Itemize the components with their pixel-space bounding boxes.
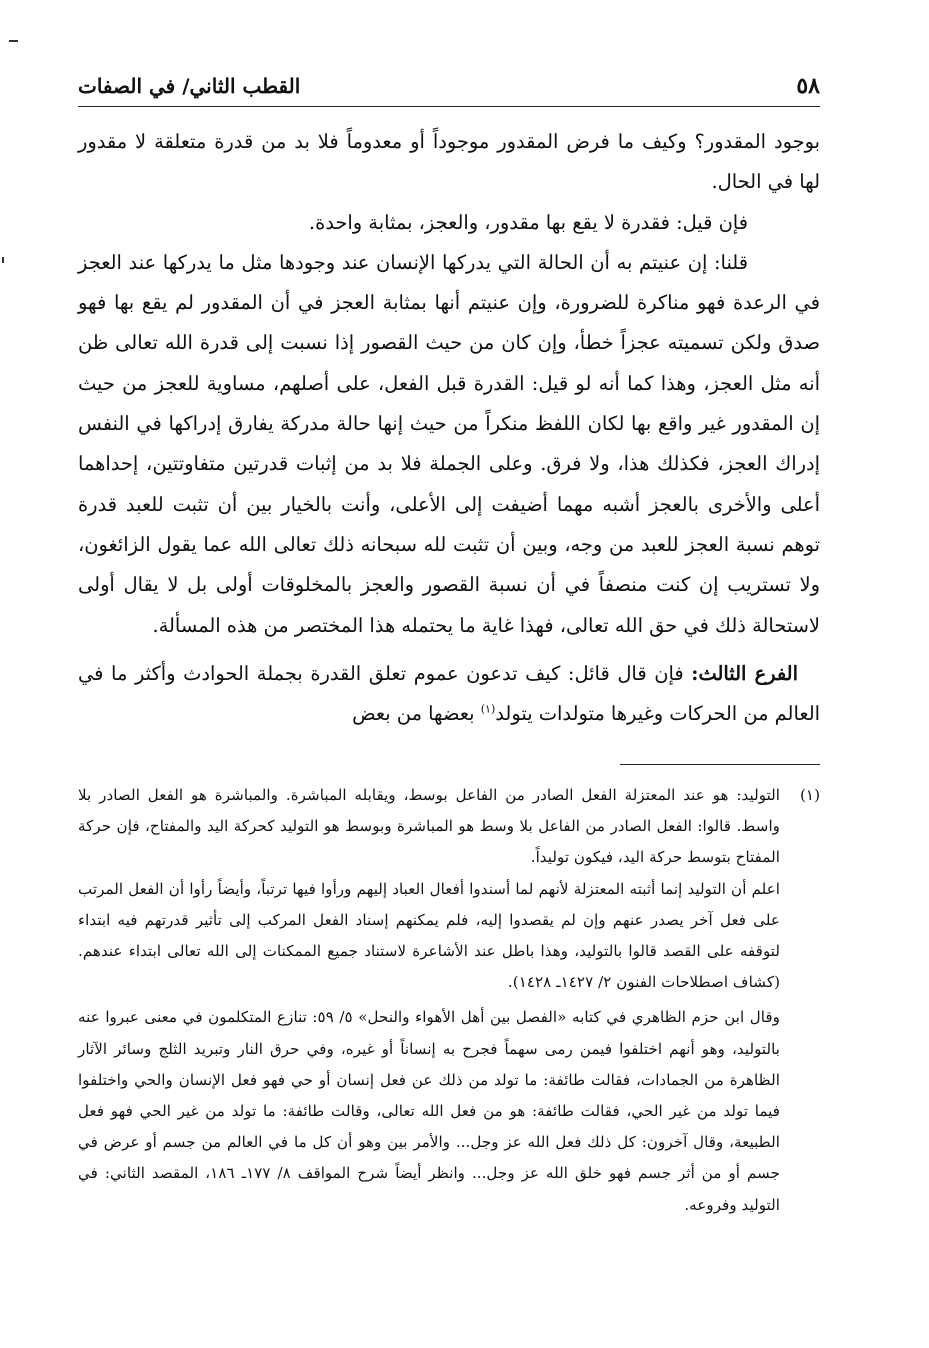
footnote [78,780,820,1221]
footnote-marker: (١) [799,786,820,804]
paragraph: قلنا: إن عنيتم به أن الحالة التي يدركها الإنسان عند وجودها مثل ما يدركها عند العجز في الرعدة فهو مناكرة للضرورة، وإن عنيتم أنها بمثابة العجز في أن المقدور لم يقع بها فهو صدق ولكن تسميته عجزاً خطأ، وإن كان من حيث القصور إذا نسبت إلى قدرة الله تعالى ظن أنه مثل العجز، وهذا كما أنه لو قيل: القدرة قبل الفعل، على أصلهم، مساوية للعجز من حيث إن المقدور غير واقع بها لكان اللفظ منكراً من حيث إنها حالة مدركة يفارق إدراكها في النفس إدراك العجز، فكذلك هذا، ولا فرق. وعلى الجملة فلا بد من إثبات قدرتين متفاوتتين، إحداهما أعلى والأخرى بالعجز أشبه مهما أضيفت إلى الأعلى، وأنت بالخيار بين أن تثبت للعبد قدرة توهم نسبة العجز للعبد من وجه، وبين أن تثبت لله سبحانه ذلك تعالى الله عما يقول الزائغون، ولا تستريب إن كنت منصفاً في أن نسبة القصور والعجز بالمخلوقات أولى بل لا يقال أولى لاستحالة ذلك في حق الله تعالى، فهذا غاية ما يحتمله هذا المختصر من هذه المسألة. [78,250,820,637]
page-header [78,66,820,107]
footnote-text [78,780,780,1221]
page-number: ٥٨ [796,73,820,99]
footnote-paragraph: وقال ابن حزم الظاهري في كتابه «الفصل بين أهل الأهواء والنحل» ٥/ ٥٩: تنازع المتكلمون في معنى عبروا عنه بالتوليد، وهو أنهم اختلفوا فيمن رمى سهماً فجرح به إنساناً أو غيره، وفي حرق النار وتبريد الثلج وسائر الآثار الظاهرة من الجمادات، فقالت طائفة: ما تولد من ذلك عن فعل إنسان أو حي فهو فعل الإنسان والحي واختلفوا فيما تولد من غير الحي، فقالت طائفة: هو من فعل الله تعالى، وقالت طائفة: ما تولد من غير الحي فهو فعل الطبيعة، وقال آخرون: كل ذلك فعل الله عز وجل... والأمر بين وهو أن كل ما في العالم من جسم أو عرض في جسم أو من أثر جسم فهو خلق الله عز وجل... وانظر أيضاً شرح المواقف ٨/ ١٧٧ـ ١٨٦، المقصد الثاني: في التوليد وفروعه. [78,1008,780,1214]
paragraph-text: فإن قال قائل: كيف تدعون عموم تعلق القدرة بجملة الحوادث وأكثر ما في العالم من الحركات وغيرها متولدات يتولد [78,661,820,726]
footnote-reference[interactable]: (١) [480,702,496,716]
footnote-paragraph: التوليد: هو عند المعتزلة الفعل الصادر من الفاعل بوسط، ويقابله المباشرة. والمباشرة هو الفعل الصادر بلا واسط. قالوا: الفعل الصادر من الفاعل بلا وسط هو المباشرة وبوسط هو التوليد كحركة اليد والمفتاح، فإن حركة المفتاح بتوسط حركة اليد، فيكون توليداً. [78,786,780,867]
paragraph: بوجود المقدور؟ وكيف ما فرض المقدور موجوداً أو معدوماً فلا بد من قدرة متعلقة لا مقدور لها في الحال. [78,130,820,194]
running-title: القطب الثاني/ في الصفات [78,74,301,98]
scan-mark [2,257,4,263]
footnotes [78,780,820,1221]
paragraph [78,654,820,735]
paragraph: فإن قيل: فقدرة لا يقع بها مقدور، والعجز، بمثابة واحدة. [308,210,748,234]
main-text [78,122,820,734]
section-heading: الفرع الثالث: [691,661,798,685]
scan-mark [9,40,18,42]
paragraph-text: بعضها من بعض [352,702,475,726]
footnote-paragraph: اعلم أن التوليد إنما أثبته المعتزلة لأنهم لما أسندوا أفعال العباد إليهم ورأوا فيها ترتباً، وأيضاً رأوا أن الفعل المرتب على فعل آخر يصدر عنهم وإن لم يقصدوا إليه، فلم يمكنهم إسناد الفعل المركب إلى تأثير قدرتهم فيه ابتداء لتوقفه على القصد قالوا بالتوليد، وهذا باطل عند الأشاعرة لاستناد جميع الممكنات إلى الله تعالى ابتداء عندهم. (كشاف اصطلاحات الفنون ٢/ ١٤٢٧ـ ١٤٢٨). [78,879,780,992]
footnote-separator [620,764,820,765]
